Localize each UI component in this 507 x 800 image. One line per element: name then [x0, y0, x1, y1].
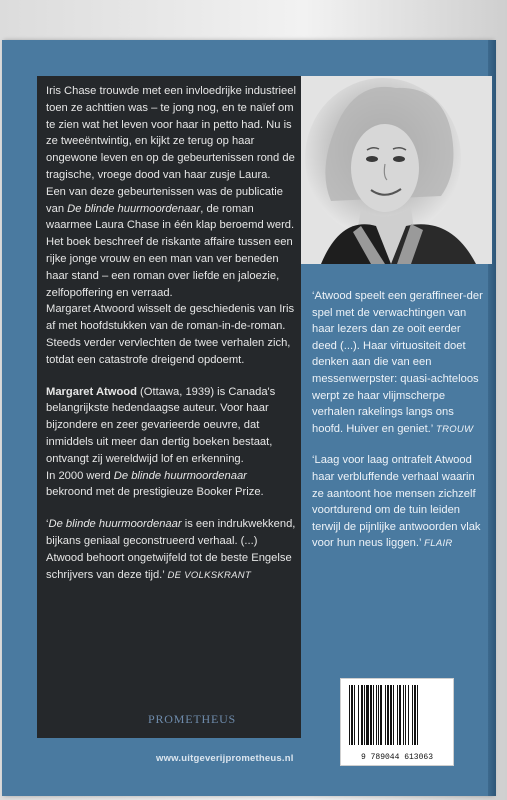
author-portrait-image — [301, 76, 492, 264]
barcode-bar — [405, 685, 406, 745]
barcode-bar — [351, 685, 353, 745]
isbn-barcode — [340, 678, 454, 766]
barcode-bar — [399, 685, 401, 745]
review-source: FLAIR — [424, 538, 453, 550]
barcode-bar — [370, 685, 372, 745]
blurb-paragraph-1: Iris Chase trouwde met een invloedrijke industrieel toen ze achttien was – te jong nog, en te naïef om te zien wat het leven voor haar in petto had. Nu is ze tweeëntwintig, en kijkt ze terug op haar ongewone leven en op de gebeurtenissen rond de tragische, vroege dood van haar zusje Laura. — [46, 85, 296, 181]
barcode-bar — [417, 685, 418, 745]
barcode-bar — [408, 685, 409, 745]
review-flair: ‘Laag voor laag ontrafelt Atwood haar verbluffende verhaal waarin ze aantoont hoe mensen zichzelf voortdurend om de tuin leiden terwijl de pijnlijke antwoorden vlak voor hun neus liggen.’ FLAIR — [312, 454, 481, 550]
barcode-bar — [354, 685, 355, 745]
review-source: DE VOLKSKRANT — [167, 569, 252, 581]
review-quotes — [312, 288, 484, 553]
review-trouw: ‘Atwood speelt een geraffineer-der spel met de verwachtingen van haar lezers dan ze ooit eerder deed (...). Haar virtuositeit doet denken aan die van een messenwerpster: quasi-achteloos werpt ze haar vlijmscherpe verhalen rakelings langs ons hoofd. Huiver en geniet.’ TROUW — [312, 290, 483, 435]
author-name: Margaret Atwood — [46, 385, 137, 398]
barcode-bar — [366, 685, 369, 745]
barcode-bar — [390, 685, 392, 745]
barcode-bar — [378, 685, 379, 745]
review-volkskrant: ‘De blinde huurmoordenaar is een indrukwekkend, bijkans geniaal geconstrueerd verhaal. (...) Atwood behoort ongetwijfeld tot de beste Engelse schrijvers van deze tijd.’ DE VOLKSKRANT — [46, 518, 296, 581]
barcode-bar — [376, 685, 377, 745]
barcode-bar — [385, 685, 386, 745]
barcode-bar — [397, 685, 398, 745]
publisher-logo: PROMETHEUS — [148, 712, 237, 726]
review-source: TROUW — [435, 423, 474, 435]
barcode-bar — [380, 685, 382, 745]
barcode-bar — [358, 685, 359, 745]
isbn-number: 9 789044 613063 — [360, 753, 433, 762]
barcode-bar — [403, 685, 404, 745]
barcode-bar — [414, 685, 416, 745]
barcode-bar — [361, 685, 363, 745]
barcode-bar — [412, 685, 413, 745]
publisher-website: www.uitgeverijprometheus.nl — [156, 753, 294, 764]
blurb-text — [46, 83, 296, 584]
barcode-bar — [364, 685, 365, 745]
barcode-bar — [373, 685, 374, 745]
book-title: De blinde huurmoordenaar — [67, 202, 201, 215]
author-photo — [301, 76, 492, 264]
blurb-paragraph-3: Margaret Atwoord wisselt de geschiedenis van Iris af met hoofdstukken van de roman-in-de-roman. Steeds verder vervlechten de twee verhalen zich, totdat een catastrofe dreigend opdoemt. — [46, 303, 295, 366]
barcode-bars — [347, 685, 447, 747]
barcode-bar — [387, 685, 389, 745]
author-bio: Margaret Atwood (Ottawa, 1939) is Canada's belangrijkste hedendaagse auteur. Voor haar bijzondere en zeer gevarieerde oeuvre, dat inmiddels uit meer dan dertig boeken bestaat, ontvangt zij wereldwijd lof en erkenning. — [46, 385, 276, 465]
author-prize: In 2000 werd De blinde huurmoordenaar bekroond met de prestigieuze Booker Prize. — [46, 469, 264, 499]
barcode-bar — [349, 685, 350, 745]
blurb-paragraph-2: Een van deze gebeurtenissen was de publicatie van De blinde huurmoordenaar, de roman waarmee Laura Chase in één klap beroemd werd. Het boek beschreef de riskante affaire tussen een rijke jonge vrouw en een man van ver beneden haar stand – een roman over liefde en jaloezie, zelfopoffering en verraad. — [46, 185, 295, 299]
barcode-bar — [393, 685, 394, 745]
